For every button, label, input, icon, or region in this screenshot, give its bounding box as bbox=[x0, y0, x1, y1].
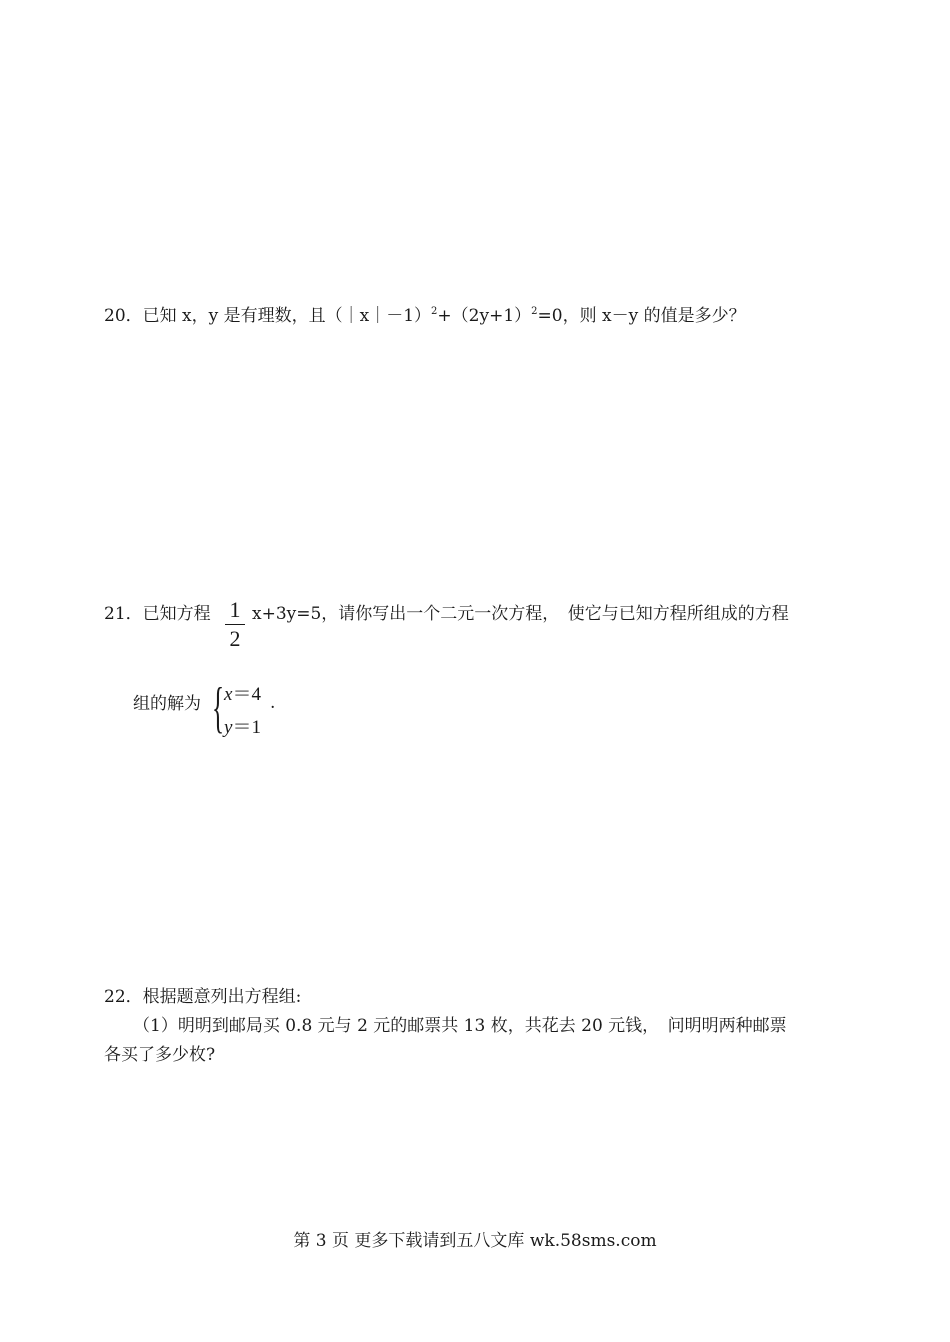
fraction-numerator: 1 bbox=[229, 597, 241, 622]
eq1-variable: x bbox=[224, 684, 233, 705]
q20-exponent-1: 2 bbox=[431, 306, 438, 317]
question-21-line2-prefix: 组的解为 bbox=[133, 694, 201, 714]
fraction-bar bbox=[225, 624, 245, 625]
q20-text-a: 20．已知 x，y 是有理数，且（｜x｜－1） bbox=[104, 306, 432, 326]
page-footer: 第 3 页 更多下载请到五八文库 wk.58sms.com bbox=[293, 1231, 657, 1251]
question-22-part1-line2: 各买了多少枚? bbox=[104, 1045, 216, 1065]
eq2-variable: y bbox=[224, 717, 233, 738]
question-20 bbox=[104, 305, 746, 327]
system-period: . bbox=[270, 693, 276, 713]
fraction-denominator: 2 bbox=[229, 626, 241, 651]
system-brace: { bbox=[212, 677, 225, 739]
q20-text-c: =0，则 x－y 的值是多少？ bbox=[537, 306, 746, 326]
question-21-suffix: x+3y=5，请你写出一个二元一次方程， 使它与已知方程所组成的方程 bbox=[252, 604, 789, 624]
system-equation-1 bbox=[224, 684, 261, 706]
question-21-prefix: 21．已知方程 bbox=[104, 604, 211, 624]
system-equation-2 bbox=[224, 717, 261, 739]
eq2-rest: ＝1 bbox=[232, 717, 261, 738]
eq1-rest: ＝4 bbox=[232, 684, 261, 705]
fraction-one-half bbox=[222, 598, 248, 651]
q20-text-b: +（2y+1） bbox=[437, 306, 532, 326]
question-22-title: 22．根据题意列出方程组: bbox=[104, 987, 302, 1007]
q20-exponent-2: 2 bbox=[531, 306, 538, 317]
question-22-part1-line1: （1）明明到邮局买 0.8 元与 2 元的邮票共 13 枚，共花去 20 元钱， 问明明两种邮票 bbox=[133, 1016, 787, 1036]
